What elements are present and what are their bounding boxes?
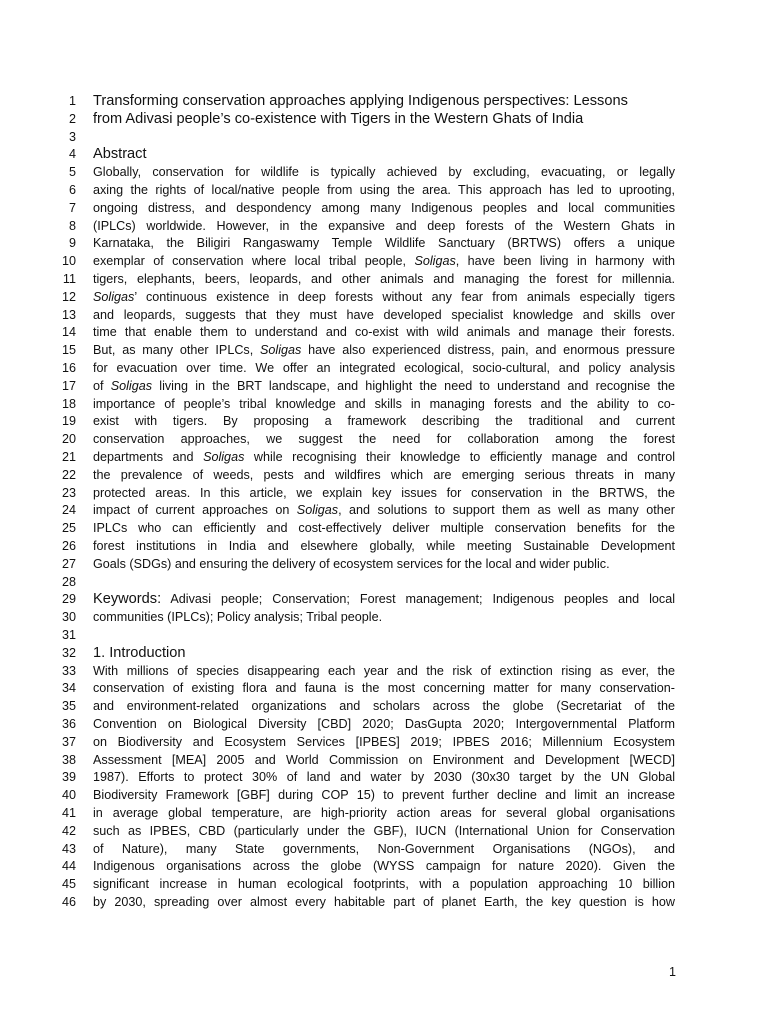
text-line <box>93 377 675 395</box>
text-span: Karnataka, the Biligiri Rangaswamy Temple Wildlife Sanctuary (BRTWS) offers a unique <box>93 236 675 251</box>
line-number: 27 <box>61 556 76 571</box>
text-line <box>93 448 675 466</box>
text-line <box>93 697 675 715</box>
text-span: in average global temperature, are high-priority action areas for several global organisations <box>93 806 675 820</box>
text-span: exemplar of conservation where local tribal people, <box>93 254 415 269</box>
italic-term: Soligas <box>203 450 245 464</box>
text-line <box>93 359 675 377</box>
text-span: living in the BRT landscape, and highlight the need to understand and recognise the <box>152 378 675 393</box>
text-span: on Biodiversity and Ecosystem Services [IPBES] 2019; IPBES 2016; Millennium Ecosystem <box>93 734 675 749</box>
text-span: forest institutions in India and elsewhere globally, while meeting Sustainable Development <box>93 539 675 553</box>
text-span: protected areas. In this article, we explain key issues for conservation in the BRTWS, the <box>93 485 675 500</box>
text-span: , and solutions to support them as well as many other <box>338 503 675 518</box>
line-number: 17 <box>61 378 76 393</box>
line-number: 1 <box>68 94 76 108</box>
line-number: 35 <box>61 699 76 714</box>
line-number: 32 <box>61 645 76 660</box>
text-span: , have been living in harmony with <box>455 254 675 269</box>
text-line <box>93 840 675 858</box>
text-line <box>93 252 675 270</box>
text-line <box>93 751 675 769</box>
text-span: Transforming conservation approaches applying Indigenous perspectives: Lessons <box>93 93 628 109</box>
line-number: 31 <box>61 628 76 642</box>
text-line <box>93 608 675 626</box>
text-line <box>93 466 675 484</box>
line-number: 33 <box>61 663 76 678</box>
line-number: 46 <box>61 895 76 909</box>
text-line <box>93 270 675 288</box>
text-line <box>93 679 675 697</box>
line-number: 24 <box>61 503 76 518</box>
text-span: significant increase in human ecological footprints, with a population approaching 10 billion <box>93 877 675 892</box>
text-span: Indigenous organisations across the globe (WYSS campaign for nature 2020). Given the <box>93 859 675 874</box>
text-span: Goals (SDGs) and ensuring the delivery of ecosystem services for the local and wider public. <box>93 556 610 571</box>
text-span: With millions of species disappearing each year and the risk of extinction rising as ever, the <box>93 663 675 678</box>
text-line <box>93 484 675 502</box>
text-line <box>93 786 675 804</box>
line-number: 2 <box>68 111 76 126</box>
text-span: 1. Introduction <box>93 644 186 661</box>
text-line <box>93 323 675 341</box>
text-line <box>93 395 675 413</box>
text-span: impact of current approaches on <box>93 503 297 518</box>
line-number: 38 <box>61 752 76 767</box>
italic-term: Soligas <box>110 378 153 393</box>
text-line <box>93 501 675 519</box>
text-span: communities (IPLCs); Policy analysis; Tribal people. <box>93 610 383 625</box>
text-line <box>93 341 675 359</box>
line-number: 41 <box>61 806 76 820</box>
text-span: of Nature), many State governments, Non-Government Organisations (NGOs), and <box>93 841 675 856</box>
italic-term: Soligas <box>93 289 135 304</box>
text-line <box>93 733 675 751</box>
text-span: such as IPBES, CBD (particularly under the GBF), IUCN (International Union for Conservation <box>93 823 675 838</box>
text-line <box>93 893 675 911</box>
text-span: of <box>93 378 111 393</box>
line-number: 18 <box>61 396 76 411</box>
text-span: by 2030, spreading over almost every habitable part of planet Earth, the key question is how <box>93 895 675 909</box>
text-line <box>93 768 675 786</box>
line-number: 20 <box>61 432 76 447</box>
line-number: 28 <box>61 574 76 589</box>
text-span: Assessment [MEA] 2005 and World Commission on Environment and Development [WECD] <box>93 752 675 767</box>
text-line <box>93 430 675 448</box>
text-line <box>93 199 675 217</box>
line-number: 22 <box>61 467 76 482</box>
line-number: 4 <box>68 147 76 162</box>
text-line <box>93 163 675 181</box>
keywords-label: Keywords: <box>93 591 162 608</box>
text-line <box>93 857 675 875</box>
line-number: 44 <box>61 859 76 874</box>
text-span: conservation approaches, we suggest the need for collaboration among the forest <box>93 432 675 447</box>
line-number: 6 <box>68 183 76 197</box>
line-number: 45 <box>61 877 76 892</box>
line-number: 5 <box>68 165 76 180</box>
text-span: importance of people’s tribal knowledge and skills in managing forests and the ability to co- <box>93 396 675 411</box>
text-line <box>93 412 675 430</box>
line-number: 13 <box>61 307 76 322</box>
text-span: (IPLCs) worldwide. However, in the expansive and deep forests of the Western Ghats in <box>93 218 675 233</box>
line-number: 23 <box>61 485 76 500</box>
text-line <box>93 875 675 893</box>
text-line <box>93 288 675 306</box>
line-number: 15 <box>61 343 76 358</box>
italic-term: Soligas <box>260 343 302 358</box>
text-line <box>93 804 675 822</box>
line-number: 21 <box>61 450 76 464</box>
text-line <box>93 555 675 573</box>
text-span: Globally, conservation for wildlife is typically achieved by excluding, evacuating, or legally <box>93 165 675 180</box>
text-line <box>93 306 675 324</box>
italic-term: Soligas <box>414 254 456 269</box>
text-span: Biodiversity Framework [GBF] during COP 15) to prevent further decline and limit an increase <box>93 788 675 803</box>
line-number: 40 <box>61 788 76 803</box>
line-number: 9 <box>68 236 76 251</box>
text-span: exist with tigers. By proposing a framework describing the traditional and current <box>93 414 675 429</box>
text-span: while recognising their knowledge to efficiently manage and control <box>244 450 675 464</box>
line-number: 37 <box>61 734 76 749</box>
text-span: the prevalence of weeds, pests and wildfires which are emerging serious threats in many <box>93 467 675 482</box>
text-span: departments and <box>93 450 204 464</box>
line-number: 29 <box>61 592 76 607</box>
text-line <box>93 181 675 199</box>
text-span: conservation of existing flora and fauna is the most concerning matter for many conservation- <box>93 681 675 696</box>
text-line <box>93 217 675 235</box>
line-number: 14 <box>61 325 76 340</box>
text-span: have also experienced distress, pain, and enormous pressure <box>301 343 675 358</box>
text-line <box>93 234 675 252</box>
line-number: 30 <box>61 610 76 625</box>
line-number: 19 <box>61 414 76 429</box>
text-span: 1987). Efforts to protect 30% of land and water by 2030 (30x30 target by the UN Global <box>93 770 675 785</box>
text-span: IPLCs who can efficiently and cost-effectively deliver multiple conservation benefits for the <box>93 521 675 536</box>
line-number: 25 <box>61 521 76 536</box>
text-span: and environment-related organizations and scholars across the globe (Secretariat of the <box>93 699 675 714</box>
text-span: Convention on Biological Diversity [CBD] 2020; DasGupta 2020; Intergovernmental Platform <box>93 717 675 731</box>
text-span: axing the rights of local/native people from using the area. This approach has led to uprooting, <box>93 183 675 197</box>
text-line <box>93 519 675 537</box>
text-line <box>93 537 675 555</box>
paper-title-line <box>93 92 675 110</box>
line-number: 26 <box>61 539 76 553</box>
text-span: ’ continuous existence in deep forests without any fear from animals especially tigers <box>134 289 675 304</box>
line-number: 43 <box>61 841 76 856</box>
line-number: 3 <box>68 129 76 144</box>
line-number: 39 <box>61 770 76 785</box>
line-number: 12 <box>61 289 76 304</box>
text-span: Abstract <box>93 146 147 163</box>
line-number: 42 <box>61 823 76 838</box>
text-line <box>93 662 675 680</box>
italic-term: Soligas <box>296 503 339 518</box>
line-number: 11 <box>62 272 76 286</box>
text-line <box>93 715 675 733</box>
text-span: Adivasi people; Conservation; Forest management; Indigenous peoples and local <box>161 592 675 607</box>
line-number: 7 <box>68 200 76 215</box>
text-line <box>93 822 675 840</box>
text-span: from Adivasi people’s co-existence with Tigers in the Western Ghats of India <box>93 110 584 127</box>
paper-title-line <box>93 110 675 128</box>
line-number: 34 <box>61 681 76 696</box>
section-heading <box>93 644 675 662</box>
page-number: 1 <box>668 965 676 979</box>
text-span: tigers, elephants, beers, leopards, and other animals and managing the forest for millennia. <box>93 272 675 286</box>
text-span: time that enable them to understand and co-exist with wild animals and manage their forests. <box>93 325 675 340</box>
section-heading <box>93 145 675 163</box>
line-number: 10 <box>61 254 76 269</box>
text-span: and leopards, suggests that they must have developed specialist knowledge and skills over <box>93 307 675 322</box>
text-span: But, as many other IPLCs, <box>93 343 261 358</box>
line-number: 8 <box>68 218 76 233</box>
line-number: 36 <box>61 717 76 731</box>
line-number: 16 <box>61 361 76 375</box>
text-span: for evacuation over time. We offer an integrated ecological, socio-cultural, and policy analysis <box>93 361 675 375</box>
text-span: ongoing distress, and despondency among many Indigenous peoples and local communities <box>93 200 675 215</box>
text-line <box>93 590 675 608</box>
